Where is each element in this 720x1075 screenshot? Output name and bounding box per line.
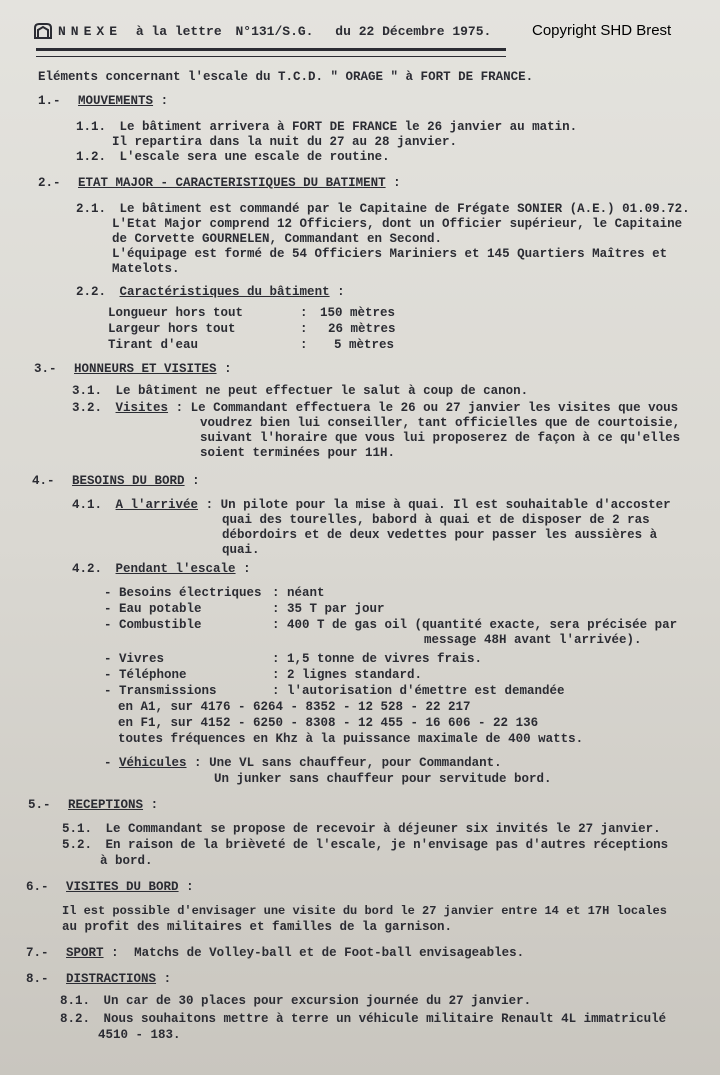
- section-4-title: BESOINS DU BORD: [72, 474, 185, 488]
- para-1-2: [76, 150, 390, 165]
- need-label: - Téléphone: [104, 668, 187, 682]
- para-8-2-line-1: Nous souhaitons mettre à terre un véhicule militaire Renault 4L immatriculé: [103, 1012, 667, 1026]
- para-3-2-label: Visites: [115, 401, 169, 415]
- section-1-number: 1.-: [38, 94, 61, 108]
- header-rule: [36, 48, 506, 51]
- para-4-1-line-3: débordoirs et de deux vedettes pour passer les aussières à: [222, 528, 658, 542]
- para-1-1-number: 1.1.: [76, 120, 107, 134]
- section-6-line-1: Il est possible d'envisager une visite du bord le 27 janvier entre 14 et 17H locales: [62, 904, 667, 918]
- section-8-number: 8.-: [26, 972, 49, 986]
- annexe-label: NNEXE: [58, 24, 123, 39]
- para-5-1: [62, 822, 661, 837]
- para-2-1-line-4: L'équipage est formé de 54 Officiers Mariniers et 145 Quartiers Maîtres et: [112, 247, 668, 261]
- section-2-title: ETAT MAJOR - CARACTERISTIQUES DU BATIMENT: [78, 176, 386, 190]
- para-4-1-line-4: quai.: [222, 543, 260, 557]
- para-2-1-line-3: de Corvette GOURNELEN, Commandant en Second.: [112, 232, 443, 246]
- vehicules-label: Véhicules: [119, 756, 187, 770]
- section-3-number: 3.-: [34, 362, 57, 376]
- section-5-number: 5.-: [28, 798, 51, 812]
- para-8-1-line-1: Un car de 30 places pour excursion journée du 27 janvier.: [103, 994, 532, 1008]
- para-4-1-number: 4.1.: [72, 498, 103, 512]
- para-4-2-number: 4.2.: [72, 562, 103, 576]
- para-2-1-line-5: Matelots.: [112, 262, 180, 276]
- ship-spec-label: Largeur hors tout: [108, 322, 236, 336]
- letterhead-logo-icon: [32, 20, 54, 42]
- letter-date: du 22 Décembre 1975.: [335, 24, 492, 39]
- section-6-number: 6.-: [26, 880, 49, 894]
- section-3-heading: 3.- HONNEURS ET VISITES :: [34, 362, 232, 376]
- section-8-heading: 8.- DISTRACTIONS :: [26, 972, 172, 986]
- section-7-text: Matchs de Volley-ball et de Foot-ball envisageables.: [134, 946, 525, 960]
- para-2-1: [76, 202, 690, 217]
- para-3-2-number: 3.2.: [72, 401, 103, 415]
- annex-header: [58, 24, 491, 39]
- para-3-1-number: 3.1.: [72, 384, 103, 398]
- section-5-heading: 5.- RECEPTIONS :: [28, 798, 159, 812]
- transmissions-line-3: en F1, sur 4152 - 6250 - 8308 - 12 455 - 16 606 - 22 136: [118, 716, 539, 730]
- intro-line: Eléments concernant l'escale du T.C.D. " ORAGE " à FORT DE FRANCE.: [38, 70, 534, 84]
- copyright-notice: Copyright SHD Brest: [532, 22, 672, 39]
- para-4-2-label: Pendant l'escale: [115, 562, 236, 576]
- section-4-heading: 4.- BESOINS DU BORD :: [32, 474, 200, 488]
- section-2-heading: 2.- ETAT MAJOR - CARACTERISTIQUES DU BATIMENT :: [38, 176, 401, 190]
- para-2-2-number: 2.2.: [76, 285, 107, 299]
- need-value: : 400 T de gas oil (quantité exacte, sera précisée par: [272, 618, 678, 632]
- need-label: - Vivres: [104, 652, 165, 666]
- para-2-1-line-2: L'Etat Major comprend 12 Officiers, dont un Officier supérieur, le Capitaine: [112, 217, 683, 231]
- transmissions-line-4: toutes fréquences en Khz à la puissance maximale de 400 watts.: [118, 732, 584, 746]
- ship-spec-value: 5 mètres: [334, 338, 395, 352]
- para-5-2: [62, 838, 668, 853]
- para-4-1: 4.1. A l'arrivée : Un pilote pour la mise à quai. Il est souhaitable d'accoster: [72, 498, 671, 512]
- need-value: : néant: [272, 586, 325, 600]
- para-8-1: [60, 994, 531, 1009]
- para-4-1-label: A l'arrivée: [115, 498, 199, 512]
- para-3-2-line-3: suivant l'horaire que vous lui proposerez de façon à ce qu'elles: [200, 431, 681, 445]
- para-5-2-number: 5.2.: [62, 838, 93, 852]
- section-1-title: MOUVEMENTS: [78, 94, 154, 108]
- para-8-1-number: 8.1.: [60, 994, 91, 1008]
- para-2-1-line-1: Le bâtiment est commandé par le Capitaine de Frégate SONIER (A.E.) 01.09.72.: [119, 202, 690, 216]
- para-5-1-number: 5.1.: [62, 822, 93, 836]
- section-2-number: 2.-: [38, 176, 61, 190]
- ship-spec-label: Longueur hors tout: [108, 306, 244, 320]
- document-page: NNEXE à la lettre N°131/S.G. du 22 Décembre 1975. Copyright SHD Brest Eléments concernant l'escale du T.C.D. " ORAGE " à FORT DE FRANCE. 1.- MOUVEMENTS : 1.1. Le bâtiment arrivera à FORT DE FRANCE le 26 janvier au matin. Il repartira dans la nuit du 27 au 28 janvier. 1.2. L'escale sera une escale de routine. 2.- ETAT MAJOR - CARACTERISTIQUES DU BATIMENT : 2.1. Le bâtiment est commandé par le Capitaine de Frégate SONIER (A.E.) 01.09.72. L'Etat Major comprend 12 Officiers, dont un Officier supérieur, le Capitaine de Corvette GOURNELEN, Commandant en Second. L'équipage est formé de 54 Officiers Mariniers et 145 Quartiers Maîtres et Matelots. 2.2. Caractéristiques du bâtiment : Longueur hors tout : 150 mètres Largeur hors tout : 26 mètres Tirant d'eau : 5 mètres 3.- HONNEURS ET VISITES : 3.1. Le bâtiment ne peut effectuer le salut à coup de canon. 3.2. Visites : Le Commandant effectuera le 26 ou 27 janvier les visites que vous voudrez bien lui conseiller, tant officielles que de courtoisie, suivant l'horaire que vous lui proposerez de façon à ce qu'elles soient terminées pour 11H. 4.- BESOINS DU BORD : 4.1. A l'arrivée : Un pilote pour la mise à quai. Il est souhaitable d'accoster quai des tourelles, babord à quai et de disposer de 2 ras débordoirs et de deux vedettes pour passer les aussières à quai. 4.2. Pendant l'escale : - Besoins électriques : néant - Eau potable : 35 T par jour - Combustible : 400 T de gas oil (quantité exacte, sera précisée par message 48H avant l'arrivée). - Vivres : 1,5 tonne de vivres frais. - Téléphone : 2 lignes standard. - Transmissions : l'autorisation d'émettre est demandée en A1, sur 4176 - 6264 - 8352 - 12 528 - 22 217 en F1, sur 4152 - 6250 - 8308 - 12 455 - 16 606 - 22 136 toutes fréquences en Khz à la puissance maximale de 400 watts. - Véhicules : Une VL sans chauffeur, pour Commandant. Un junker sans chauffeur pour servitude bord. 5.- RECEPTIONS : 5.1. Le Commandant se propose de recevoir à déjeuner six invités le 27 janvier. 5.2. En raison de la brièveté de l'escale, je n'envisage pas d'autres réceptions à bord. 6.- VISITES DU BORD : Il est possible d'envisager une visite du bord le 27 janvier entre 14 et 17H locales au profit des militaires et familles de la garnison. 7.- SPORT : Matchs de Volley-ball et de Foot-ball envisageables. 8.- DISTRACTIONS : 8.1. Un car de 30 places pour excursion journée du 27 janvier. 8.2. Nous souhaitons mettre à terre un véhicule militaire Renault 4L immatriculé 4510 - 183.: [0, 0, 720, 1075]
- para-5-1-line-1: Le Commandant se propose de recevoir à déjeuner six invités le 27 janvier.: [105, 822, 661, 836]
- section-6-title: VISITES DU BORD: [66, 880, 179, 894]
- para-2-2: 2.2. Caractéristiques du bâtiment :: [76, 285, 345, 299]
- section-7-number: 7.-: [26, 946, 49, 960]
- para-1-2-line-1: L'escale sera une escale de routine.: [119, 150, 390, 164]
- section-4-number: 4.-: [32, 474, 55, 488]
- need-value: : l'autorisation d'émettre est demandée: [272, 684, 565, 698]
- para-2-1-number: 2.1.: [76, 202, 107, 216]
- letter-number: N°131/S.G.: [235, 24, 314, 39]
- para-1-2-number: 1.2.: [76, 150, 107, 164]
- section-3-title: HONNEURS ET VISITES: [74, 362, 217, 376]
- para-4-1-line-2: quai des tourelles, babord à quai et de disposer de 2 ras: [222, 513, 650, 527]
- lettre-label: à la lettre: [135, 24, 222, 39]
- need-label: - Eau potable: [104, 602, 202, 616]
- vehicules-line-2: Un junker sans chauffeur pour servitude bord.: [214, 772, 552, 786]
- section-8-title: DISTRACTIONS: [66, 972, 157, 986]
- need-value: : 1,5 tonne de vivres frais.: [272, 652, 483, 666]
- para-1-1-line-1: Le bâtiment arrivera à FORT DE FRANCE le 26 janvier au matin.: [119, 120, 578, 134]
- section-6-heading: 6.- VISITES DU BORD :: [26, 880, 194, 894]
- para-3-2-line-4: soient terminées pour 11H.: [200, 446, 396, 460]
- need-label: - Transmissions: [104, 684, 217, 698]
- para-4-1-line-1: Un pilote pour la mise à quai. Il est souhaitable d'accoster: [220, 498, 671, 512]
- section-6-line-2: au profit des militaires et familles de la garnison.: [62, 920, 453, 934]
- para-1-1: [76, 120, 577, 135]
- para-5-2-line-2: à bord.: [100, 854, 153, 868]
- para-3-2-line-1: Le Commandant effectuera le 26 ou 27 janvier les visites que vous: [190, 401, 679, 415]
- para-8-2-number: 8.2.: [60, 1012, 91, 1026]
- ship-spec-value: 26 mètres: [328, 322, 396, 336]
- transmissions-line-2: en A1, sur 4176 - 6264 - 8352 - 12 528 - 22 217: [118, 700, 471, 714]
- para-5-2-line-1: En raison de la brièveté de l'escale, je n'envisage pas d'autres réceptions: [105, 838, 669, 852]
- para-1-1-line-2: Il repartira dans la nuit du 27 au 28 janvier.: [112, 135, 458, 149]
- need-value: : 35 T par jour: [272, 602, 385, 616]
- section-5-title: RECEPTIONS: [68, 798, 144, 812]
- ship-spec-label: Tirant d'eau: [108, 338, 199, 352]
- para-4-2: 4.2. Pendant l'escale :: [72, 562, 251, 576]
- need-label: - Combustible: [104, 618, 202, 632]
- para-2-2-title: Caractéristiques du bâtiment: [119, 285, 330, 299]
- vehicules-line-1: - Véhicules : Une VL sans chauffeur, pour Commandant.: [104, 756, 502, 770]
- header-rule-thin: [36, 56, 506, 57]
- para-8-2-line-2: 4510 - 183.: [98, 1028, 181, 1042]
- need-label: - Besoins électriques: [104, 586, 262, 600]
- ship-spec-value: 150 mètres: [320, 306, 396, 320]
- para-3-2-line-2: voudrez bien lui conseiller, tant officielles que de courtoisie,: [200, 416, 681, 430]
- section-1-heading: 1.- MOUVEMENTS :: [38, 94, 169, 108]
- para-8-2: [60, 1012, 666, 1027]
- para-3-1-line-1: Le bâtiment ne peut effectuer le salut à coup de canon.: [115, 384, 529, 398]
- combustible-line-2: message 48H avant l'arrivée).: [424, 633, 642, 647]
- vehicules-value-1: Une VL sans chauffeur, pour Commandant.: [209, 756, 502, 770]
- need-value: : 2 lignes standard.: [272, 668, 423, 682]
- para-3-1: [72, 384, 528, 399]
- section-7-title: SPORT: [66, 946, 104, 960]
- para-3-2: 3.2. Visites : Le Commandant effectuera le 26 ou 27 janvier les visites que vous: [72, 401, 679, 415]
- section-7-heading: 7.- SPORT : Matchs de Volley-ball et de Foot-ball envisageables.: [26, 946, 525, 960]
